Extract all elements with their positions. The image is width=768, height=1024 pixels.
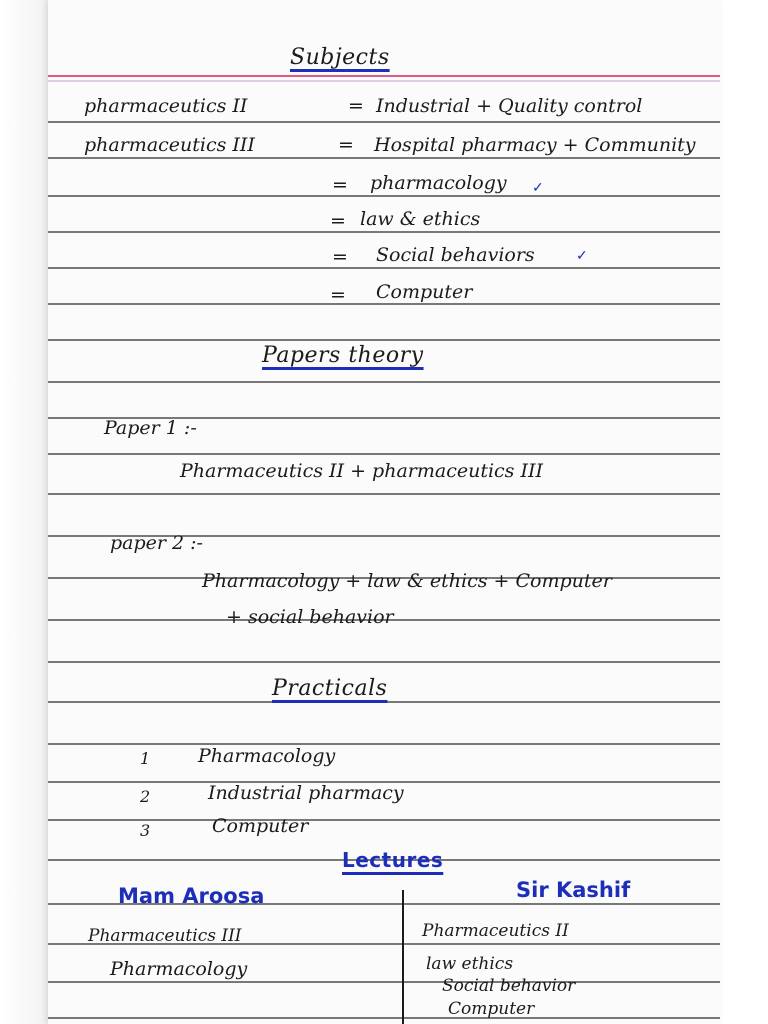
right-lecture-subject-1: Pharmaceutics II <box>422 921 569 941</box>
teacher-right-name: Sir Kashif <box>516 878 631 902</box>
subject-row-1-right: Industrial + Quality control <box>376 95 643 117</box>
practical-1-label: Pharmacology <box>198 745 336 767</box>
practical-1-number: 1 <box>140 749 151 768</box>
subject-row-6-sep: = <box>330 284 346 306</box>
right-lecture-subject-2: law ethics <box>426 954 514 974</box>
practical-2-label: Industrial pharmacy <box>208 782 404 804</box>
practical-3-number: 3 <box>140 821 151 840</box>
subject-row-3-right: pharmacology <box>370 172 507 194</box>
subject-row-2-right: Hospital pharmacy + Community <box>374 134 696 156</box>
subject-row-5-right: Social behaviors <box>376 244 535 266</box>
subject-row-2-sep: = <box>338 134 354 156</box>
subject-row-5-sep: = <box>332 246 348 268</box>
subject-row-3-sep: = <box>332 174 348 196</box>
lectures-heading: Lectures <box>342 848 444 872</box>
page-edge-shadow <box>0 0 48 1024</box>
check-mark-icon: ✓ <box>532 180 544 196</box>
right-lecture-subject-4: Computer <box>448 999 535 1019</box>
paper-1-content: Pharmaceutics II + pharmaceutics III <box>180 460 543 482</box>
subjects-heading: Subjects <box>290 45 390 70</box>
subject-row-4-right: law & ethics <box>360 208 481 230</box>
paper-2-line-2: + social behavior <box>226 606 394 628</box>
subject-row-1-left: pharmaceutics II <box>84 95 248 117</box>
papers-heading: Papers theory <box>262 343 424 368</box>
practical-3-label: Computer <box>212 815 309 837</box>
teacher-left-name: Mam Aroosa <box>118 884 265 908</box>
check-mark-icon: ✓ <box>576 248 588 264</box>
subject-row-4-sep: = <box>330 210 346 232</box>
practical-2-number: 2 <box>140 787 151 806</box>
notebook-page <box>48 0 720 1024</box>
subject-row-6-right: Computer <box>376 281 473 303</box>
left-lecture-subject-1: Pharmaceutics III <box>88 926 242 946</box>
right-lecture-subject-3: Social behavior <box>442 976 576 996</box>
subject-row-1-sep: = <box>348 95 364 117</box>
lectures-column-divider <box>402 890 404 1024</box>
subject-row-2-left: pharmaceutics III <box>84 134 255 156</box>
paper-2-label: paper 2 :- <box>110 532 203 554</box>
paper-2-line-1: Pharmacology + law & ethics + Computer <box>202 570 612 592</box>
left-lecture-subject-2: Pharmacology <box>110 958 248 980</box>
practicals-heading: Practicals <box>272 676 388 701</box>
paper-1-label: Paper 1 :- <box>104 417 197 439</box>
